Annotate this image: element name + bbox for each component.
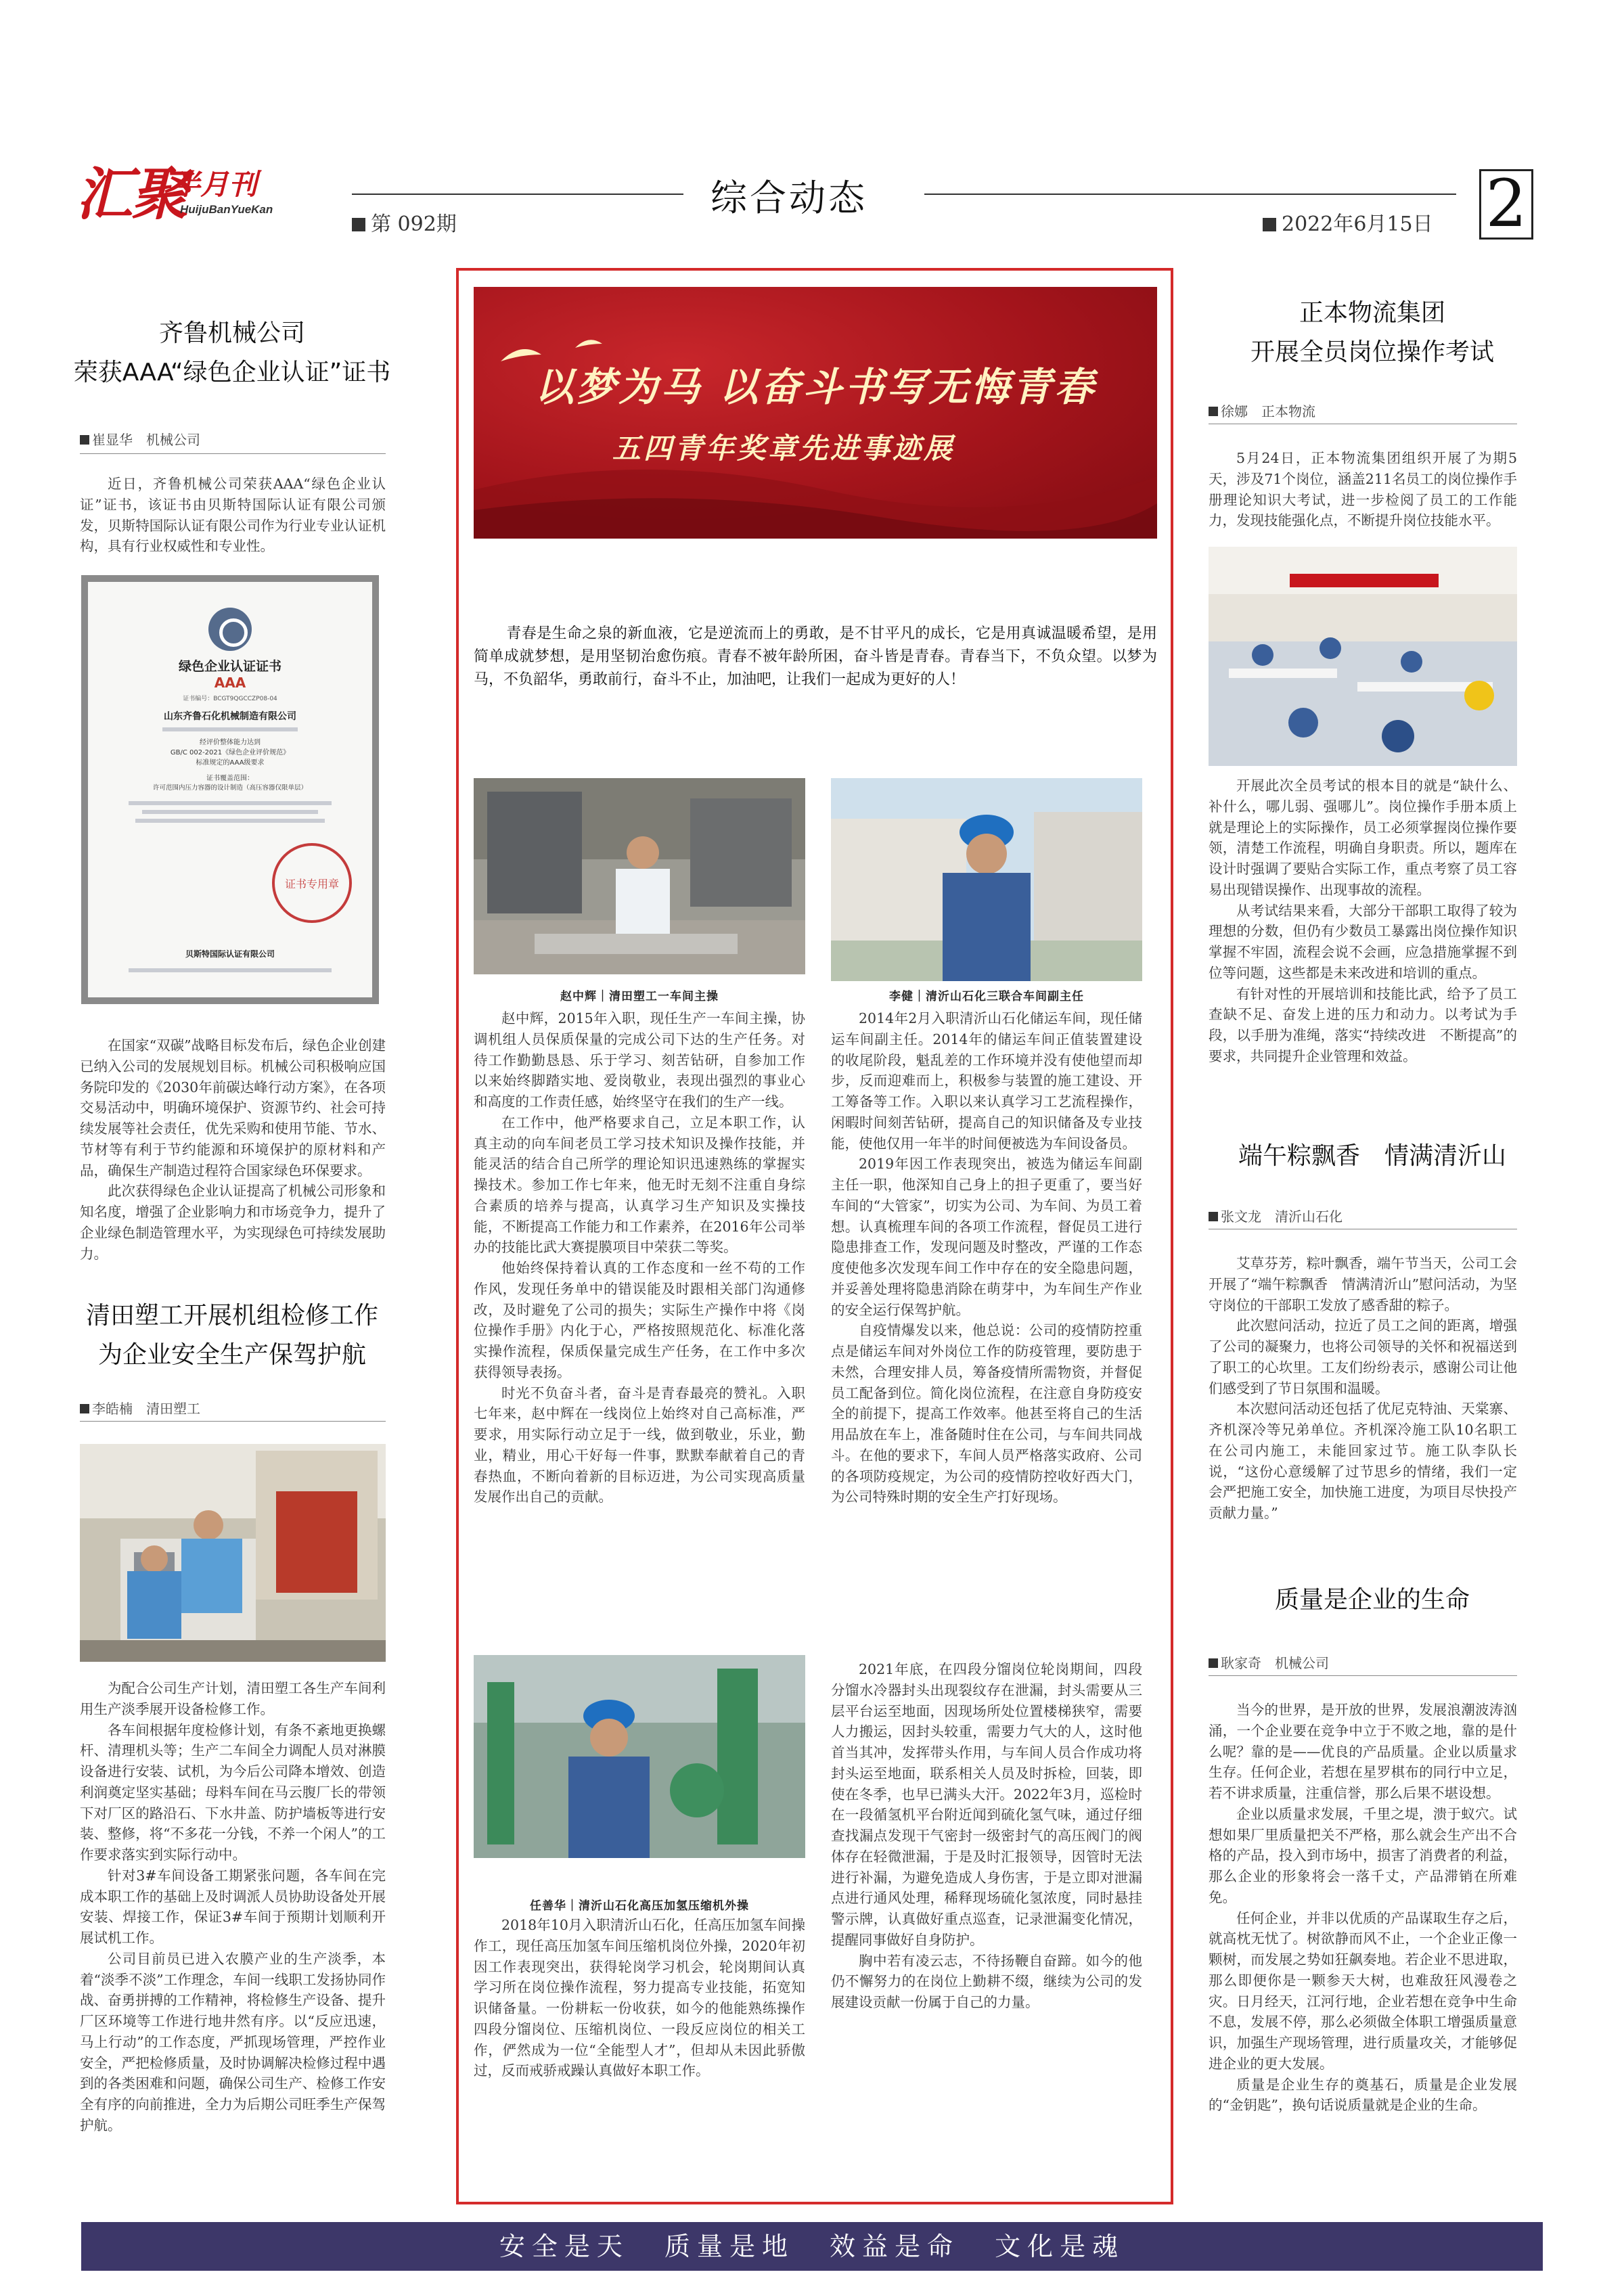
footer-slogan: 安全是天 [499, 2232, 629, 2261]
article-body: 开展此次全员考试的根本目的就是“缺什么、补什么，哪儿弱、强哪儿”。岗位操作手册本质上就是理论上的实际操作，员工必须掌握岗位操作要领，清楚工作流程，明确自身职责。所以，题库在设计时强调了要贴合实际工作，重点考察了员工容易出现错误操作、出现事故的流程。 从考试结果来看，大部分干部职工取得了较为理想的分数，但仍有少数员工暴露出岗位操作知识掌握不牢固，流程会说不会画，应急措施掌握不到位等问题，这些都是未来改进和培训的重点。 有针对性的开展培训和技能比武，给予了员工查缺不足、奋发上进的压力和动力。以考试为手段，以手册为准绳，落实“持续改进 不断提高”的要求，共同提升企业管理和效益。 [1209, 777, 1517, 1064]
footer-slogan-bar [81, 2222, 1543, 2271]
certificate-seal-icon: 证书专用章 [272, 843, 352, 923]
article-title: 正本物流集团 开展全员岗位操作考试 [1250, 299, 1494, 366]
square-bullet-icon [1263, 218, 1276, 231]
issue-number: 第 092期 [352, 207, 457, 237]
article-body: 为配合公司生产计划，清田塑工各生产车间利用生产淡季展开设备检修工作。 各车间根据年度检修计划，有条不紊地更换螺杆、清理机头等；生产二车间全力调配人员对淋膜设备进行安装、试机，为今后公司降本增效、创造利润奠定坚实基础；母料车间在马云腹厂长的带领下对厂区的路沿石、下水井盖、防护墙板等进行安装、整修，将“不多花一分钱，不养一个闲人”的工作要求落实到实际行动中。 针对3#车间设备工期紧张问题，各车间在完成本职工作的基础上及时调派人员协助设备处开展安装、焊接工作，保证3#车间于预期计划顺利开展试机工作。 公司目前员已进入农膜产业的生产淡季，本着“淡季不淡”工作理念，车间一线职工发扬协同作战、奋勇拼搏的工作精神，将检修生产设备、提升厂区环境等工作进行地井然有序。以“反应迅速，马上行动”的工作态度，严抓现场管理，严控作业安全，严把检修质量，及时协调解决检修过程中遇到的各类困难和问题，确保公司生产、检修工作安全有序的向前推进，全力为后期公司旺季生产保驾护航。 [80, 1680, 386, 2133]
article-body: 当今的世界，是开放的世界，发展浪潮波涛汹涌，一个企业要在竞争中立于不败之地，靠的是什么呢？靠的是——优良的产品质量。企业以质量求生存。任何企业，若想在星罗棋布的同行中立足，若不讲求质量，注重信誉，那么后果不堪设想。 企业以质量求发展，千里之堤，溃于蚁穴。试想如果厂里质量把关不严格，那么就会生产出不合格的产品，投入到市场中，损害了消费者的利益，那么企业的形象将会一落千丈，产品滞销在所难免。 任何企业，并非以优质的产品谋取生存之后，就高枕无忧了。树欲静而风不止，一个企业正像一颗树，而发展之势如狂飙奏地。若企业不思进取，那么即便你是一颗参天大树，也难敌狂风漫卷之灾。日月经天，江河行地，企业若想在竞争中生命不息，发展不停，那么必须做全体职工增强质量意识，加强生产现场管理，进行质量攻关，才能够促进企业的更大发展。 质量是企业生存的奠基石，质量是企业发展的“金钥匙”，换句话说质量就是企业的生命。 [1209, 1702, 1517, 2114]
profile-body: 2014年2月入职清沂山石化储运车间，现任储运车间副主任。2014年的储运车间正值装置建设的收尾阶段，魁乱差的工作环境并没有使他望而却步，反而迎难而上，积极参与装置的施工建设、开工筹备等工作。入职以来认真学习工艺流程操作，闲暇时间刻苦钻研，提高自己的知识储备及专业技能，使他仅用一年半的时间便被选为车间设备员。 2019年因工作表现突出，被选为储运车间副主任一职，他深知自己身上的担子更重了，要当好车间的“大管家”，切实为公司、为车间、为员工着想。认真梳理车间的各项工作流程，督促员工进行隐患排查工作，发现问题及时整改，严谨的工作态度使他多次发现车间工作中存在的安全隐患问题，并妥善处理将隐患消除在萌芽中，为车间生产作业的安全运行保驾护航。 自疫情爆发以来，他总说：公司的疫情防控重点是储运车间对外岗位工作的防疫管理，要防患于未然，合理安排人员，筹备疫情所需物资，并督促员工配备到位。简化岗位流程，在注意自身防疫安全的前提下，提高工作效率。他甚至将自己的生活用品放在车上，准备随时住在公司，与车间共同战斗。在他的要求下，车间人员严格落实政府、公司的各项防疫规定，为公司的疫情防控收好西大门，为公司特殊时期的安全生产打好现场。 [831, 1010, 1142, 1505]
square-bullet-icon [1209, 1212, 1218, 1221]
certificate-emblem-icon [208, 608, 252, 651]
article-byline: 崔显华 机械公司 [80, 429, 200, 449]
feature-banner [474, 287, 1157, 539]
masthead-rule-right [924, 194, 1456, 195]
section-title: 综合动态 [710, 177, 867, 219]
divider [80, 1421, 386, 1422]
profile-caption: 赵中辉｜清田塑工一车间主操 [560, 990, 719, 1003]
issue-date: 2022年6月15日 [1263, 207, 1433, 237]
profile-body: 2021年底，在四段分馏岗位轮岗期间，四段分馏水冷器封头出现裂纹存在泄漏，封头需要从三层平台运至地面，因现场所处位置楼梯狭窄，需要人力搬运，因封头较重，需要力气大的人，这时他首当其冲，发挥带头作用，与车间人员合作成功将封头运至地面，联系相关人员及时拆检，回装，即使在冬季，也早已满头大汗。2022年3月，巡检时在一段循氢机平台附近闻到硫化氢气味，通过仔细查找漏点发现干气密封一级密封气的高压阀门的阀体存在轻微泄漏，于是及时汇报领导，因管时无法进行补漏，为避免造成人身伤害，于是立即对泄漏点进行通风处理，稀释现场硫化氢浓度，同时悬挂警示牌，认真做好重点巡查，记录泄漏变化情况，提醒同事做好自身防护。 胸中若有凌云志，不待扬鞭自奋蹄。如今的他仍不懈努力的在岗位上勤耕不缀，继续为公司的发展建设贡献一份属于自己的力量。 [831, 1661, 1142, 2010]
article-body: 艾草芬芳，粽叶飘香，端午节当天，公司工会开展了“端午粽飘香 情满清沂山”慰问活动，为坚守岗位的干部职工发放了感香甜的粽子。 此次慰问活动，拉近了员工之间的距离，增强了公司的凝聚力，也将公司领导的关怀和祝福送到了职工的心坎里。工友们纷纷表示，感谢公司让他们感受到了节日氛围和温暖。 本次慰问活动还包括了优尼克特油、天棠寨、齐机深冷等兄弟单位。齐机深冷施工队10名职工在公司内施工，未能回家过节。施工队李队长说，“这份心意缓解了过节思乡的情绪，我们一定会严把施工安全，加快施工进度，为项目尽快投产贡献力量。” [1209, 1255, 1517, 1521]
article-byline: 李皓楠 清田塑工 [80, 1398, 200, 1418]
article-body: 近日，齐鲁机械公司荣获AAA“绿色企业认证”证书，该证书由贝斯特国际认证有限公司颁发，贝斯特国际认证有限公司作为行业专业认证机构，具有行业权威性和专业性。 [80, 476, 386, 555]
profile-caption: 任善华｜清沂山石化高压加氢压缩机外操 [530, 1899, 749, 1913]
article-title: 质量是企业的生命 [1274, 1586, 1470, 1614]
article-body: 在国家“双碳”战略目标发布后，绿色企业创建已纳入公司的发展规划目标。机械公司积极响应国务院印发的《2030年前碳达峰行动方案》，在各项交易活动中，明确环境保护、资源节约、社会可持续发展等社会责任，优先采购和使用节能、节水、节材等有利于节约能源和环境保护的原材料和产品，确保生产制造过程符合国家绿色环保要求。 此次获得绿色企业认证提高了机械公司形象和知名度，增强了企业影响力和市场竞争力，提升了企业绿色制造管理水平，为实现绿色可持续发展助力。 [80, 1037, 386, 1262]
article-title: 齐鲁机械公司 荣获AAA“绿色企业认证”证书 [73, 319, 391, 386]
article-byline: 张文龙 清沂山石化 [1209, 1206, 1343, 1225]
footer-slogan: 质量是地 [664, 2232, 794, 2261]
square-bullet-icon [1209, 1658, 1218, 1668]
footer-slogan: 文化是魂 [995, 2232, 1125, 2261]
article-byline: 耿家奇 机械公司 [1209, 1652, 1329, 1672]
profile-body: 2018年10月入职清沂山石化，任高压加氢车间操作工，现任高压加氢车间压缩机岗位外操，2020年初因工作表现突出，获得轮岗学习机会，轮岗期间认真学习所在岗位操作流程，努力提高专业技能，拓宽知识储备量。一份耕耘一份收获，如今的他能熟练操作四段分馏岗位、压缩机岗位、一段反应岗位的相关工作，俨然成为一位“全能型人才”，但却从未因此骄傲过，反而戒骄戒躁认真做好本职工作。 [474, 1917, 805, 2079]
footer-slogan: 效益是命 [830, 2232, 960, 2261]
feature-intro: 青春是生命之泉的新血液，它是逆流而上的勇敢，是不甘平凡的成长，它是用真诚温暖希望，是用简单成就梦想，是用坚韧治愈伤痕。青春不被年龄所困，奋斗皆是青春。青春当下，不负众望。以梦为马，不负韶华，勇敢前行，奋斗不止，加油吧，让我们一起成为更好的人！ [474, 625, 1157, 689]
workshop-photo [80, 1444, 386, 1662]
profile-photo [474, 778, 805, 974]
divider [1209, 1675, 1517, 1676]
masthead-logo: 汇聚 [76, 160, 187, 227]
square-bullet-icon [352, 218, 365, 231]
profile-photo [474, 1655, 805, 1858]
profile-caption: 李健｜清沂山石化三联合车间副主任 [889, 990, 1084, 1003]
banner-title: 以梦为马 以奋斗书写无悔青春 [535, 364, 1097, 410]
square-bullet-icon [1209, 407, 1218, 416]
masthead-logo-suffix: 半月刊 [172, 168, 258, 201]
profile-body: 赵中辉，2015年入职，现任生产一车间主操，协调机组人员保质保量的完成公司下达的生产任务。对待工作勤勤恳恳、乐于学习、刻苦钻研，自参加工作以来始终脚踏实地、爱岗敬业，表现出强烈的事业心和高度的工作责任感，始终坚守在我们的生产一线。 在工作中，他严格要求自己，立足本职工作，认真主动的向车间老员工学习技术知识及操作技能，并能灵活的结合自己所学的理论知识迅速熟练的掌握实操技术。参加工作七年来，他无时无刻不注重自身综合素质的培养与提高，认真学习生产知识及实操技能，不断提高工作能力和工作素养，在2016年公司举办的技能比武大赛提膜项目中荣获二等奖。 他始终保持着认真的工作态度和一丝不苟的工作作风，发现任务单中的错误能及时跟相关部门沟通修改，及时避免了公司的损失；实际生产操作中将《岗位操作手册》内化于心，严格按照规范化、标准化落实操作流程，保质保量完成生产任务，在工作中多次获得领导表扬。 时光不负奋斗者，奋斗是青春最亮的赞礼。入职七年来，赵中辉在一线岗位上始终对自己高标准，严要求，用实际行动立足于一线，做到敬业，乐业，勤业，精业，用心干好每一件事，默默奉献着自己的青春热血，不断向着新的目标迈进，为公司实现高质量发展作出自己的贡献。 [474, 1010, 805, 1505]
divider [80, 453, 386, 454]
article-title: 清田塑工开展机组检修工作 为企业安全生产保驾护航 [85, 1302, 378, 1369]
masthead-rule-left [352, 194, 683, 195]
article-title: 端午粽飘香 情满清沂山 [1238, 1142, 1506, 1170]
profile-photo [831, 778, 1142, 981]
article-byline: 徐娜 正本物流 [1209, 401, 1315, 420]
certificate-image: 绿色企业认证证书 AAA 证书编号：BCGT9QGCCZP08-04 山东齐鲁石化机械制造有限公司 经评价整体能力达到 GB/C 002-2021《绿色企业评价规范》 标准规定的AAA级要求 证书覆盖范围： 许可范围内压力容器的设计制造（高压容器仅限单层） 证书专用章 贝斯特国际认证有限公司 [81, 575, 379, 1004]
article-body: 5月24日，正本物流集团组织开展了为期5天，涉及71个岗位，涵盖211名员工的岗位操作手册理论知识大考试，进一步检阅了员工的工作能力，发现技能强化点，不断提升岗位技能水平。 [1209, 450, 1517, 529]
square-bullet-icon [80, 435, 89, 445]
exam-room-photo [1209, 547, 1517, 766]
banner-subtitle: 五四青年奖章先进事迹展 [612, 432, 955, 465]
masthead-pinyin: HuijuBanYueKan [180, 203, 273, 216]
square-bullet-icon [80, 1404, 89, 1413]
page-number: 2 [1479, 169, 1533, 240]
